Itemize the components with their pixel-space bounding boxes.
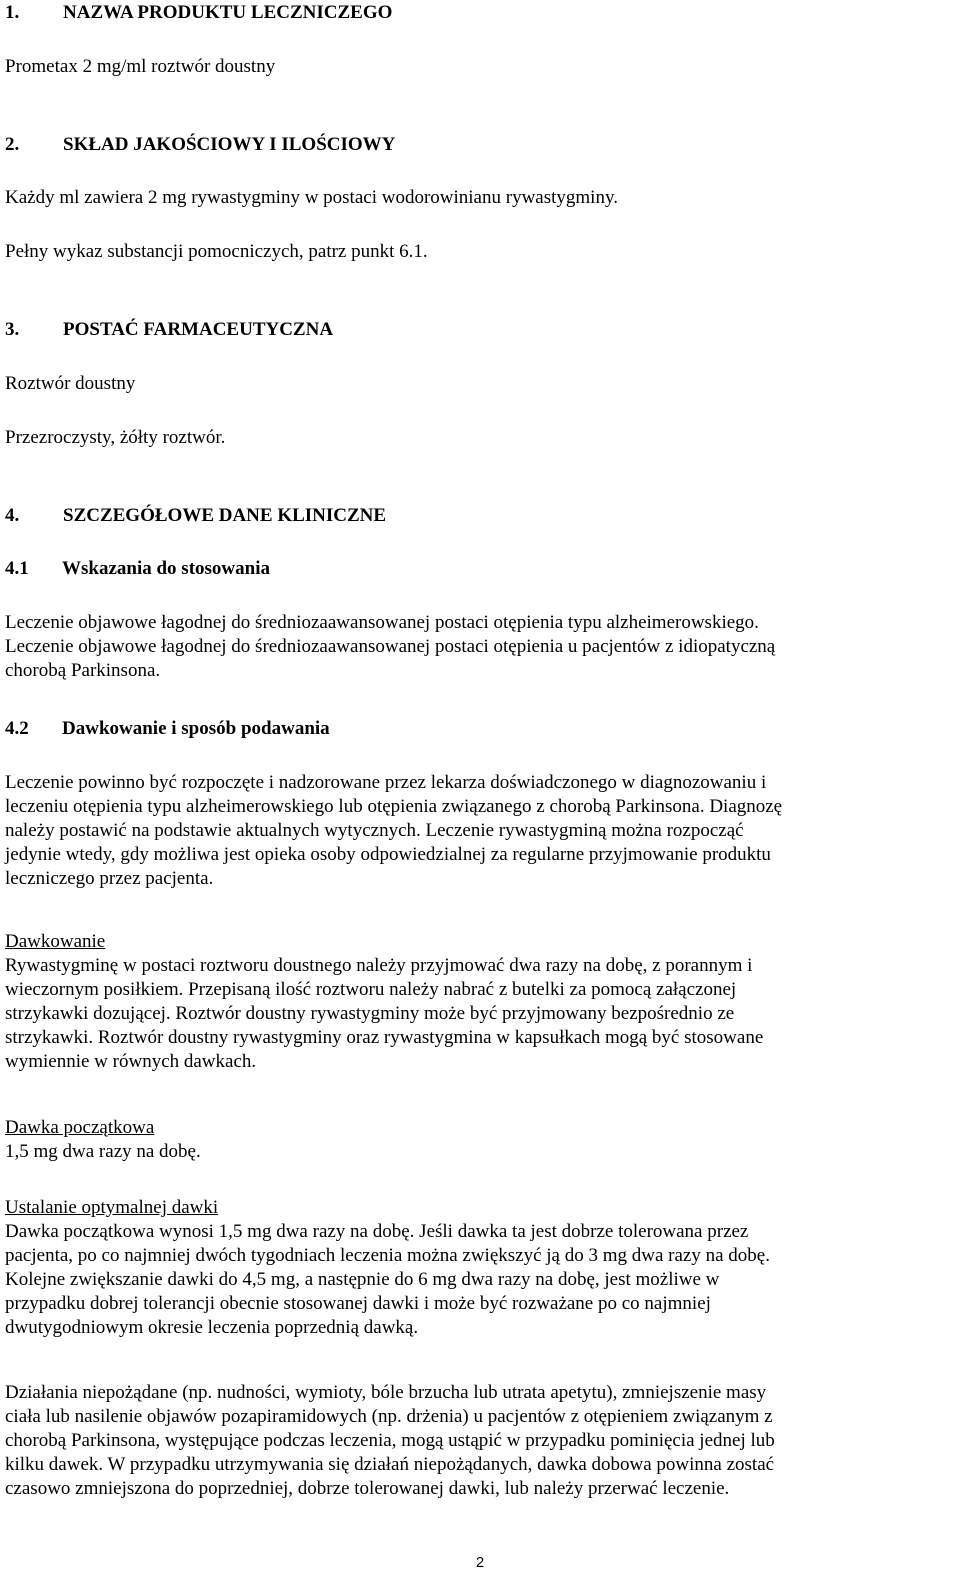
- subsection-4-2-heading: [5, 717, 952, 741]
- section-3-heading: [5, 318, 952, 342]
- starting-dose-heading: Dawka początkowa: [5, 1117, 155, 1138]
- starting-dose-line: 1,5 mg dwa razy na dobę.: [5, 1141, 201, 1162]
- section-1-number: 1.: [5, 2, 20, 23]
- adverse-effects-line: chorobą Parkinsona, występujące podczas leczenia, mogą ustąpić w przypadku pominięcia jednej lub: [5, 1430, 775, 1451]
- section-4-number: 4.: [5, 505, 20, 526]
- adverse-effects-paragraph: [5, 1381, 952, 1501]
- dosage-form-text: Roztwór doustny: [5, 373, 136, 394]
- adverse-effects-line: kilku dawek. W przypadku utrzymywania się działań niepożądanych, dawka dobowa powinna zostać: [5, 1454, 775, 1475]
- dosing-line: strzykawki. Roztwór doustny rywastygminy oraz rywastygmina w kapsułkach mogą być stosowane: [5, 1027, 764, 1048]
- product-name: Prometax 2 mg/ml roztwór doustny: [5, 56, 276, 77]
- administration-line: należy postawić na podstawie aktualnych wytycznych. Leczenie rywastygminą można rozpocząć: [5, 820, 744, 841]
- titration-line: Kolejne zwiększanie dawki do 4,5 mg, a następnie do 6 mg dwa razy na dobę, jest możliwe w: [5, 1269, 720, 1290]
- subsection-4-1-heading: [5, 557, 952, 581]
- subsection-4-1-number: 4.1: [5, 558, 29, 579]
- titration-heading: Ustalanie optymalnej dawki: [5, 1197, 219, 1218]
- dosing-heading: Dawkowanie: [5, 931, 106, 952]
- dosing-line: strzykawki dozującej. Roztwór doustny rywastygminy może być przyjmowany bezpośrednio ze: [5, 1003, 735, 1024]
- subsection-4-1-title: Wskazania do stosowania: [62, 558, 270, 579]
- section-3-title: POSTAĆ FARMACEUTYCZNA: [63, 319, 334, 340]
- administration-line: Leczenie powinno być rozpoczęte i nadzorowane przez lekarza doświadczonego w diagnozowaniu i: [5, 772, 767, 793]
- dosing-line: wieczornym posiłkiem. Przepisaną ilość roztworu należy nabrać z butelki za pomocą załączonej: [5, 979, 737, 1000]
- administration-paragraph: [5, 771, 952, 891]
- section-2-heading: [5, 133, 952, 157]
- adverse-effects-line: ciała lub nasilenie objawów pozapiramidowych (np. drżenia) u pacjentów z otępieniem związanym z: [5, 1406, 773, 1427]
- excipients-text: Pełny wykaz substancji pomocniczych, patrz punkt 6.1.: [5, 241, 428, 262]
- section-3-number: 3.: [5, 319, 20, 340]
- subsection-4-2-number: 4.2: [5, 718, 29, 739]
- dosing-section: [5, 930, 952, 1074]
- administration-line: leczeniu otępienia typu alzheimerowskiego lub otępienia związanego z chorobą Parkinsona. Diagnozę: [5, 796, 783, 817]
- administration-line: leczniczego przez pacjenta.: [5, 868, 214, 889]
- section-4-title: SZCZEGÓŁOWE DANE KLINICZNE: [63, 505, 387, 526]
- adverse-effects-line: Działania niepożądane (np. nudności, wymioty, bóle brzucha lub utrata apetytu), zmniejszenie masy: [5, 1382, 767, 1403]
- section-1-title: NAZWA PRODUKTU LECZNICZEGO: [63, 2, 393, 23]
- titration-line: pacjenta, po co najmniej dwóch tygodniach leczenia można zwiększyć ją do 3 mg dwa razy na dobę.: [5, 1245, 770, 1266]
- subsection-4-2-title: Dawkowanie i sposób podawania: [62, 718, 330, 739]
- administration-line: jedynie wtedy, gdy możliwa jest opieka osoby odpowiedzialnej za regularne przyjmowanie produktu: [5, 844, 771, 865]
- titration-line: dwutygodniowym okresie leczenia poprzednią dawką.: [5, 1317, 419, 1338]
- dosing-line: Rywastygminę w postaci roztworu doustnego należy przyjmować dwa razy na dobę, z porannym i: [5, 955, 753, 976]
- adverse-effects-line: czasowo zmniejszona do poprzedniej, dobrze tolerowanej dawki, lub należy przerwać leczenie.: [5, 1478, 730, 1499]
- titration-section: [5, 1196, 952, 1340]
- section-2-number: 2.: [5, 134, 20, 155]
- indications-paragraph: [5, 611, 952, 683]
- composition-text: Każdy ml zawiera 2 mg rywastygminy w postaci wodorowinianu rywastygminy.: [5, 187, 618, 208]
- titration-line: Dawka początkowa wynosi 1,5 mg dwa razy na dobę. Jeśli dawka ta jest dobrze tolerowana przez: [5, 1221, 749, 1242]
- appearance-text: Przezroczysty, żółty roztwór.: [5, 427, 226, 448]
- section-1-heading: [5, 1, 952, 25]
- indications-line: Leczenie objawowe łagodnej do średniozaawansowanej postaci otępienia u pacjentów z idiopatyczną: [5, 636, 776, 657]
- dosing-line: wymiennie w równych dawkach.: [5, 1051, 257, 1072]
- page-number: 2: [475, 1554, 485, 1571]
- section-4-heading: [5, 504, 952, 528]
- indications-line: Leczenie objawowe łagodnej do średniozaawansowanej postaci otępienia typu alzheimerowskiego.: [5, 612, 759, 633]
- indications-line: chorobą Parkinsona.: [5, 660, 161, 681]
- titration-line: przypadku dobrej tolerancji obecnie stosowanej dawki i może być rozważane po co najmniej: [5, 1293, 711, 1314]
- starting-dose-section: [5, 1116, 952, 1164]
- section-2-title: SKŁAD JAKOŚCIOWY I ILOŚCIOWY: [63, 134, 396, 155]
